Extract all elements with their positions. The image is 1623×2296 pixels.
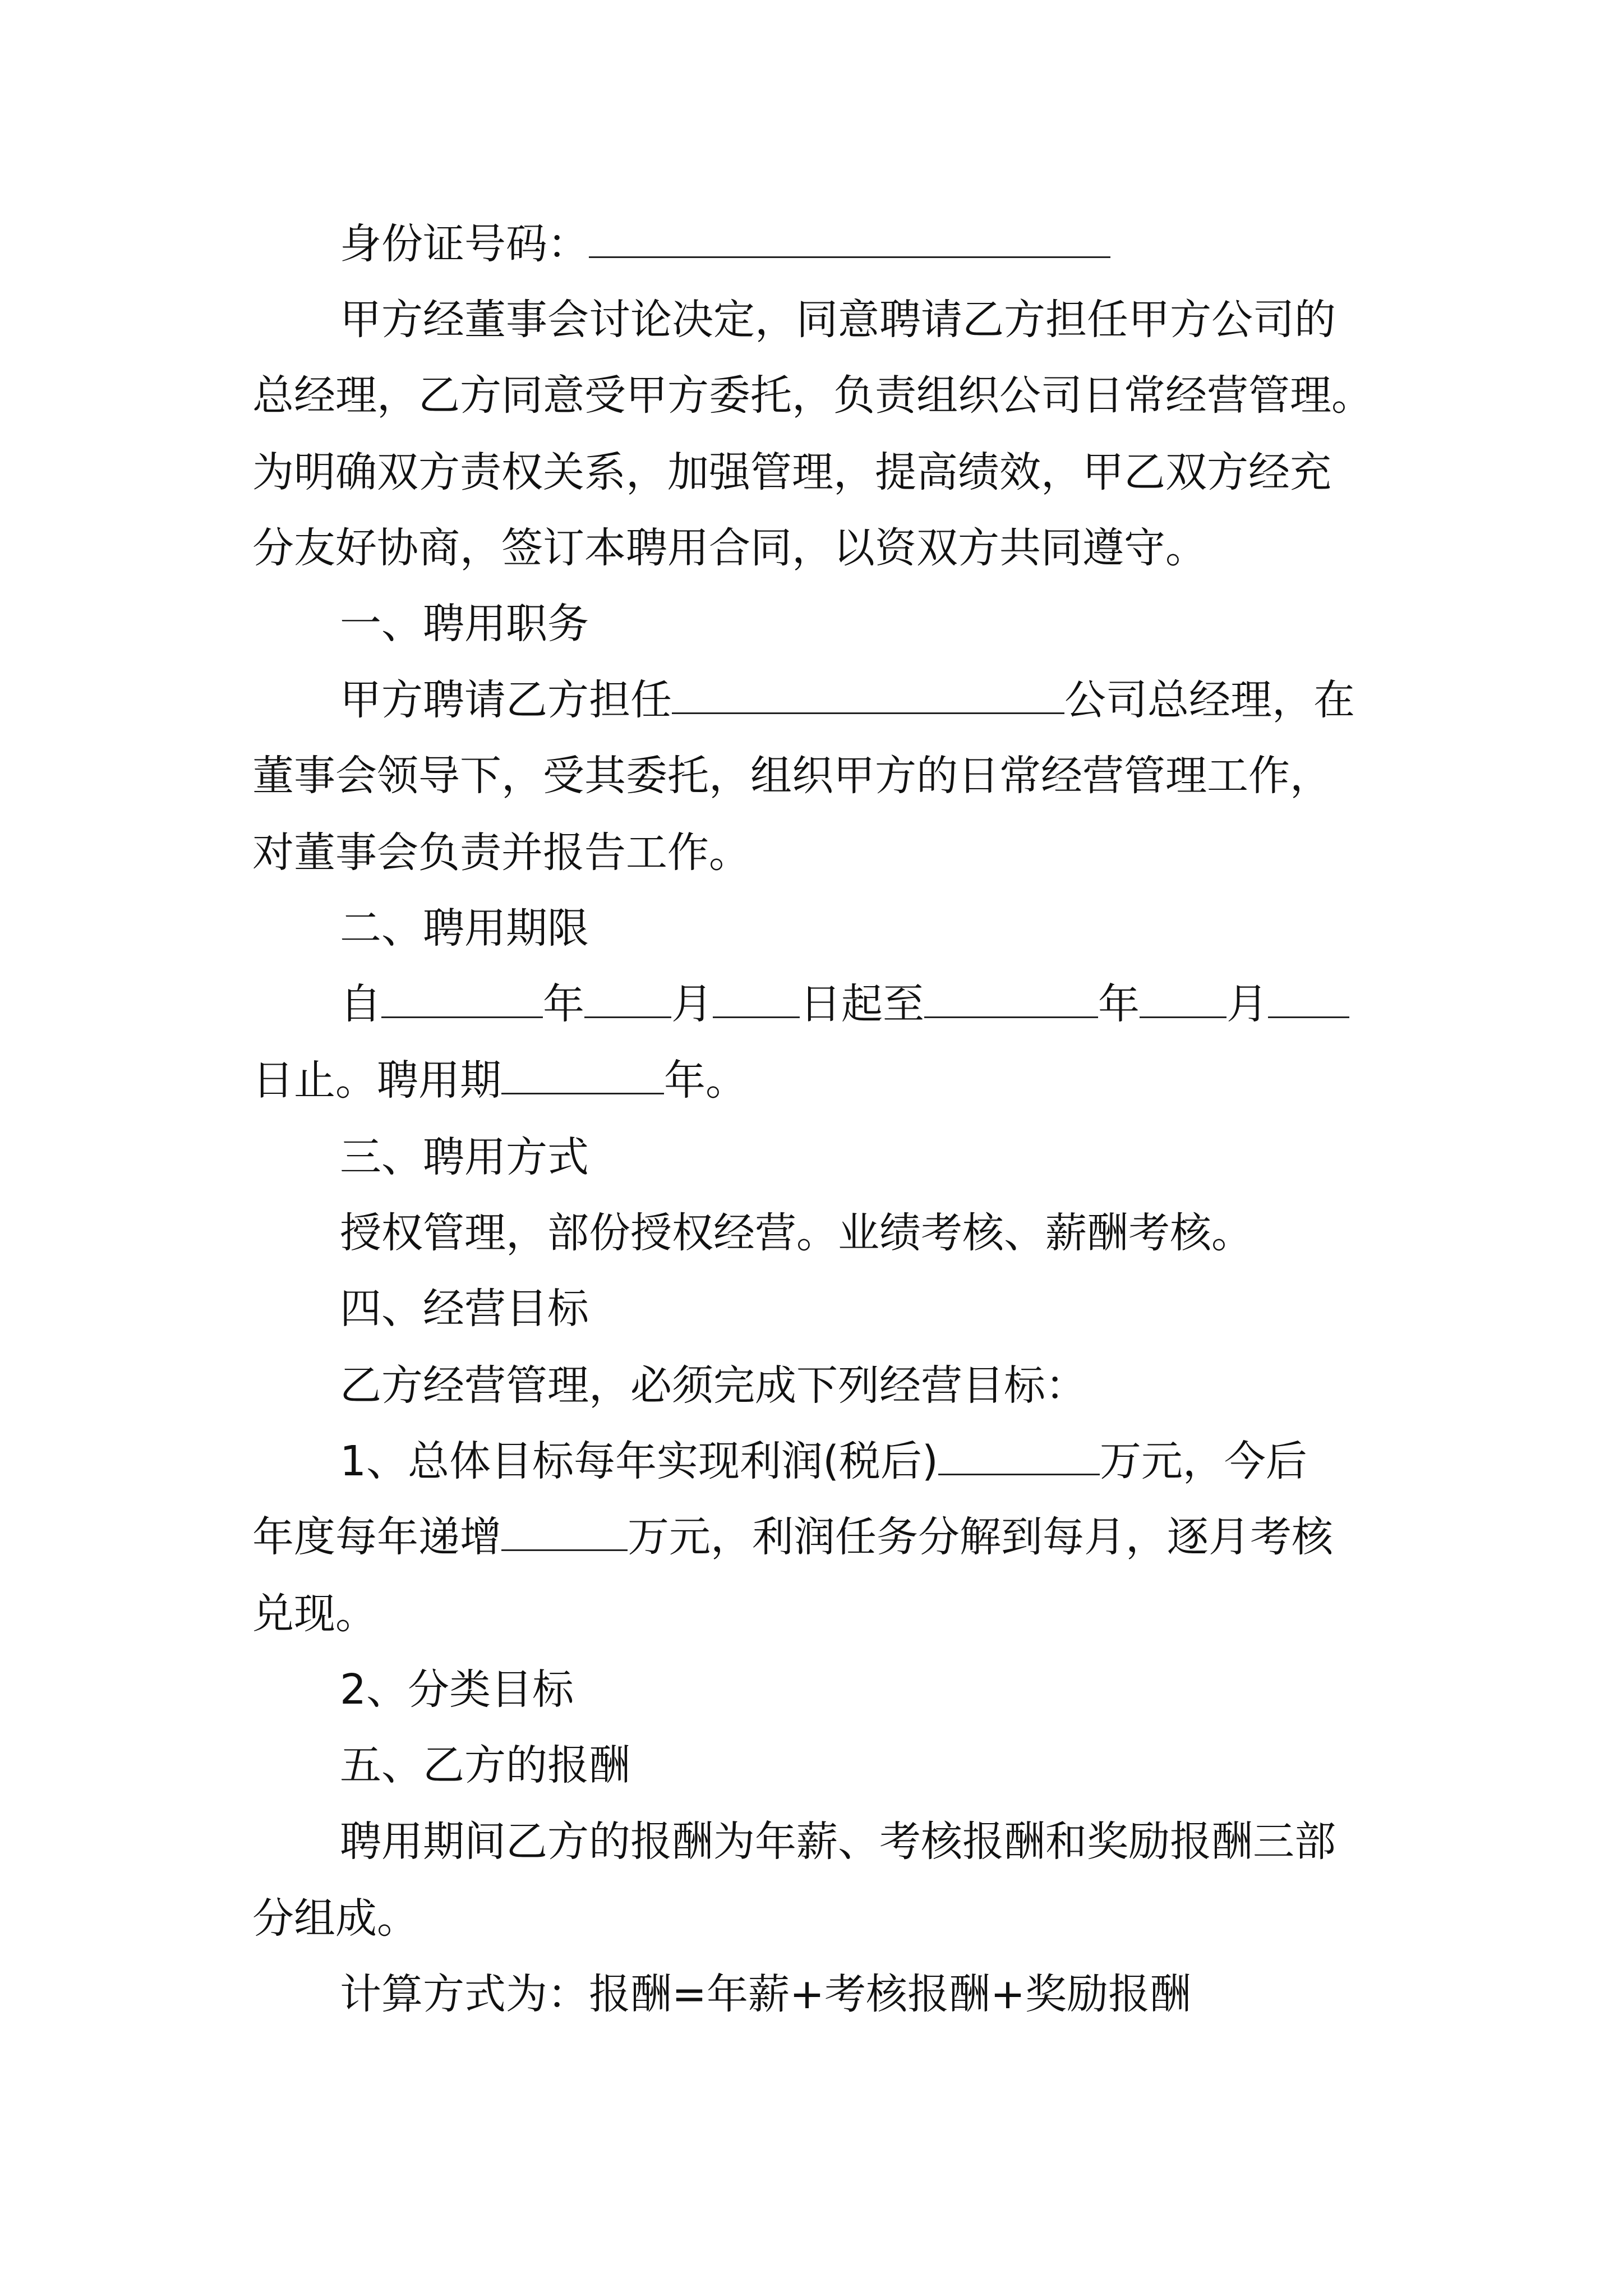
section-3-line-1: 授权管理，部份授权经营。业绩考核、薪酬考核。 <box>340 1209 1253 1257</box>
company-name-blank <box>672 675 1064 714</box>
profit-unit-text: 万元，今后 <box>1099 1437 1307 1485</box>
section-3-heading: 三、聘用方式 <box>340 1133 589 1181</box>
section-5-line-1: 聘用期间乙方的报酬为年薪、考核报酬和奖励报酬三部 <box>340 1818 1336 1866</box>
target-item-2: 2、分类目标 <box>340 1665 574 1714</box>
end-month-blank <box>1140 979 1227 1018</box>
end-year-blank <box>924 979 1098 1018</box>
section-5-line-3: 计算方式为：报酬=年薪+考核报酬+奖励报酬 <box>340 1970 1192 2018</box>
section-1-line-3: 对董事会负责并报告工作。 <box>252 829 750 877</box>
intro-line-4: 分友好协商，签订本聘用合同，以资双方共同遵守。 <box>252 524 1207 572</box>
section-1-heading: 一、聘用职务 <box>340 600 589 648</box>
id-number-blank <box>589 219 1110 258</box>
term-year-1: 年 <box>543 980 584 1028</box>
term-years-blank <box>501 1056 664 1094</box>
end-day-blank <box>1268 979 1349 1018</box>
section-1-line-1 <box>252 672 1473 728</box>
term-from: 自 <box>340 980 381 1028</box>
term-line-1 <box>252 976 1473 1032</box>
profit-target-text: 1、总体目标每年实现利润(税后) <box>340 1437 938 1485</box>
term-year-suffix: 年。 <box>664 1056 747 1105</box>
intro-line-1: 甲方经董事会讨论决定，同意聘请乙方担任甲方公司的 <box>340 296 1336 344</box>
start-year-blank <box>381 979 543 1018</box>
section-4-heading: 四、经营目标 <box>340 1285 589 1333</box>
start-month-blank <box>584 979 671 1018</box>
term-month-1: 月 <box>671 980 713 1028</box>
target-item-1-line-3: 兑现。 <box>252 1590 377 1638</box>
section-1-line-2: 董事会领导下，受其委托，组织甲方的日常经营管理工作， <box>252 752 1331 800</box>
section-2-heading: 二、聘用期限 <box>340 904 589 953</box>
intro-line-2: 总经理，乙方同意受甲方委托，负责组织公司日常经营管理。 <box>252 371 1373 420</box>
increase-unit-text: 万元，利润任务分解到每月，逐月考核 <box>628 1513 1333 1561</box>
term-end-text: 日止。聘用期 <box>252 1056 501 1105</box>
intro-line-3: 为明确双方责权关系，加强管理，提高绩效，甲乙双方经充 <box>252 448 1331 496</box>
section-1-text-b: 公司总经理，在 <box>1064 676 1355 724</box>
target-item-1-line-2 <box>252 1509 1385 1565</box>
term-month-2: 月 <box>1227 980 1268 1028</box>
id-number-line <box>252 216 1473 272</box>
target-item-1-line-1 <box>252 1433 1473 1489</box>
term-line-2 <box>252 1052 1385 1108</box>
profit-amount-blank <box>938 1437 1100 1475</box>
increase-text: 年度每年递增 <box>252 1513 501 1561</box>
id-number-label: 身份证号码： <box>340 220 589 268</box>
section-4-line-1: 乙方经营管理，必须完成下列经营目标： <box>340 1361 1087 1410</box>
section-1-text-a: 甲方聘请乙方担任 <box>340 676 672 724</box>
term-year-2: 年 <box>1098 980 1140 1028</box>
term-until: 日起至 <box>800 980 924 1028</box>
section-5-line-2: 分组成。 <box>252 1894 418 1943</box>
start-day-blank <box>713 979 800 1018</box>
section-5-heading: 五、乙方的报酬 <box>340 1741 630 1789</box>
increase-amount-blank <box>501 1512 628 1551</box>
